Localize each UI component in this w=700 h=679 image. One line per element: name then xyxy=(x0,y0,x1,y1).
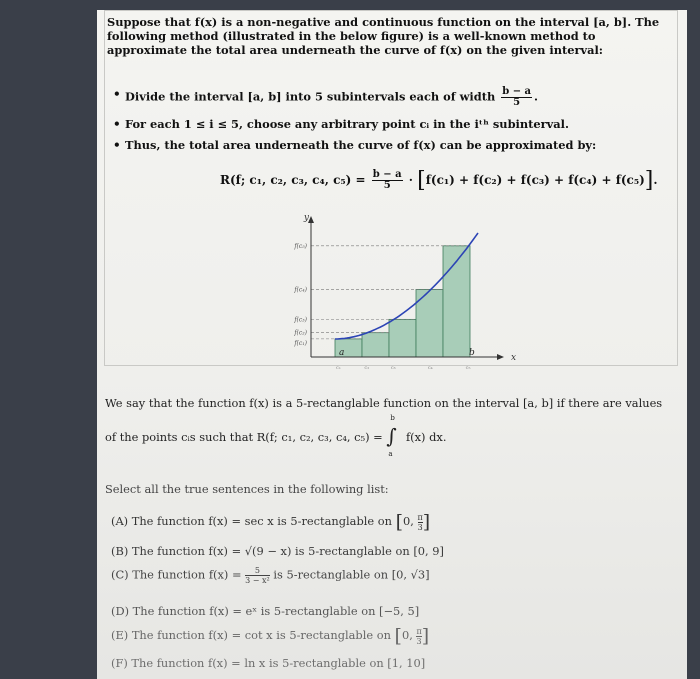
option-c-interval: [0, √3] xyxy=(391,567,430,582)
formula-dot: · xyxy=(408,173,413,187)
option-a-text: (A) The function f(x) = sec x is 5-rectanglable on xyxy=(111,514,392,528)
option-c-num: 5 xyxy=(245,566,270,576)
definition-line1: We say that the function f(x) is a 5-rectanglable function on the interval [a, b] if there are values xyxy=(105,396,663,410)
option-c-den: 3 − x² xyxy=(245,576,270,585)
question-sheet xyxy=(97,10,687,679)
f-label: f(c₁) xyxy=(294,339,307,347)
bracket-icon: [ xyxy=(395,511,404,533)
option-e-den: 3 xyxy=(416,636,422,646)
bracket-icon: ] xyxy=(422,511,431,533)
bullet-choose-text: For each 1 ≤ i ≤ 5, choose any arbitrary point cᵢ in the iᵗʰ subinterval. xyxy=(125,117,569,131)
option-f-text: (F) The function f(x) = ln x is 5-rectanglable on [1, 10] xyxy=(111,656,426,670)
width-fraction xyxy=(501,87,532,108)
rectangles-group xyxy=(335,246,470,357)
riemann-formula xyxy=(220,168,658,193)
a-label: a xyxy=(339,348,345,358)
bullet-dot-icon: • xyxy=(113,87,121,101)
option-e-interval-left: 0, xyxy=(401,628,413,642)
y-axis-label: y xyxy=(303,213,309,223)
option-e[interactable] xyxy=(111,625,429,647)
rectangle-bar xyxy=(389,319,416,357)
left-bracket-icon: [ xyxy=(417,168,426,193)
intro-text: Suppose that f(x) is a non-negative and continuous function on the interval [a, b]. The following method (illustrated in the below figure) is a well-known method to approximate the total area underneath the curve of f(x) on the given interval: xyxy=(107,15,660,57)
width-numerator: b − a xyxy=(502,86,532,97)
option-a-num: π xyxy=(417,512,423,522)
option-c[interactable] xyxy=(111,566,430,585)
bracket-icon: [ xyxy=(394,625,402,647)
option-a-interval-left: 0, xyxy=(403,514,414,528)
f-value-labels xyxy=(293,243,307,347)
option-d-text: (D) The function f(x) = eˣ is 5-rectanglable on [−5, 5] xyxy=(111,604,420,618)
formula-lhs: R(f; c₁, c₂, c₃, c₄, c₅) = xyxy=(220,173,366,187)
integral-icon: ∫ xyxy=(386,424,397,448)
bullet-dot-icon: • xyxy=(113,117,121,131)
formula-fraction xyxy=(372,170,403,191)
integral-upper: b xyxy=(390,414,395,422)
option-d[interactable] xyxy=(111,604,419,618)
bullet-choose xyxy=(113,117,569,131)
option-a-den: 3 xyxy=(417,522,423,532)
definition-line2-text: of the points cᵢs such that R(f; c₁, c₂, c₃, c₄, c₅) = xyxy=(105,430,383,444)
c-label: c₃ xyxy=(390,365,396,371)
bullet-thus xyxy=(113,138,597,152)
option-c-fraction xyxy=(245,566,270,585)
formula-sum: f(c₁) + f(c₂) + f(c₃) + f(c₄) + f(c₅) xyxy=(425,173,645,187)
option-f[interactable] xyxy=(111,656,425,670)
option-b[interactable] xyxy=(111,544,444,558)
f-label: f(c₂) xyxy=(294,329,307,337)
option-e-text: (E) The function f(x) = cot x is 5-rectanglable on xyxy=(111,628,391,642)
option-c-text-a: (C) The function f(x) = xyxy=(111,567,242,582)
option-b-text: (B) The function f(x) = √(9 − x) is 5-rectanglable on [0, 9] xyxy=(111,544,444,558)
width-denominator: 5 xyxy=(513,97,521,108)
bullet-divide-text: Divide the interval [a, b] into 5 subintervals each of width xyxy=(125,89,496,104)
option-c-text-b: is 5-rectanglable on xyxy=(273,567,389,582)
c-label: c₄ xyxy=(427,365,433,371)
x-axis-label: x xyxy=(511,353,517,363)
f-label: f(c₅) xyxy=(294,242,307,250)
integral-sign xyxy=(386,414,402,458)
bullet-divide-period: . xyxy=(534,89,539,104)
bullet-dot-icon: • xyxy=(113,138,121,152)
bullet-divide xyxy=(113,86,539,108)
formula-period: . xyxy=(653,173,658,187)
bracket-icon: ] xyxy=(421,625,430,647)
bullet-thus-text: Thus, the total area underneath the curve of f(x) can be approximated by: xyxy=(125,138,597,152)
c-label: c₁ xyxy=(336,365,341,371)
formula-denominator: 5 xyxy=(383,180,391,191)
f-label: f(c₃) xyxy=(294,316,307,324)
c-point-labels xyxy=(336,365,470,371)
problem-box xyxy=(104,10,678,371)
option-e-num: π xyxy=(416,626,422,636)
definition-line2 xyxy=(105,414,447,458)
f-label: f(c₄) xyxy=(294,286,307,294)
riemann-graph xyxy=(215,211,535,371)
rectangle-bar xyxy=(362,333,389,357)
right-bracket-icon: ] xyxy=(644,168,654,193)
integral-lower: a xyxy=(388,450,393,458)
option-a[interactable] xyxy=(111,511,430,533)
c-label: c₅ xyxy=(465,365,471,371)
select-instruction: Select all the true sentences in the following list: xyxy=(105,482,389,496)
c-label: c₂ xyxy=(364,365,370,371)
formula-numerator: b − a xyxy=(372,169,402,180)
b-label: b xyxy=(469,348,475,358)
x-axis-arrow-icon xyxy=(497,354,504,360)
integrand: f(x) dx. xyxy=(405,430,447,444)
